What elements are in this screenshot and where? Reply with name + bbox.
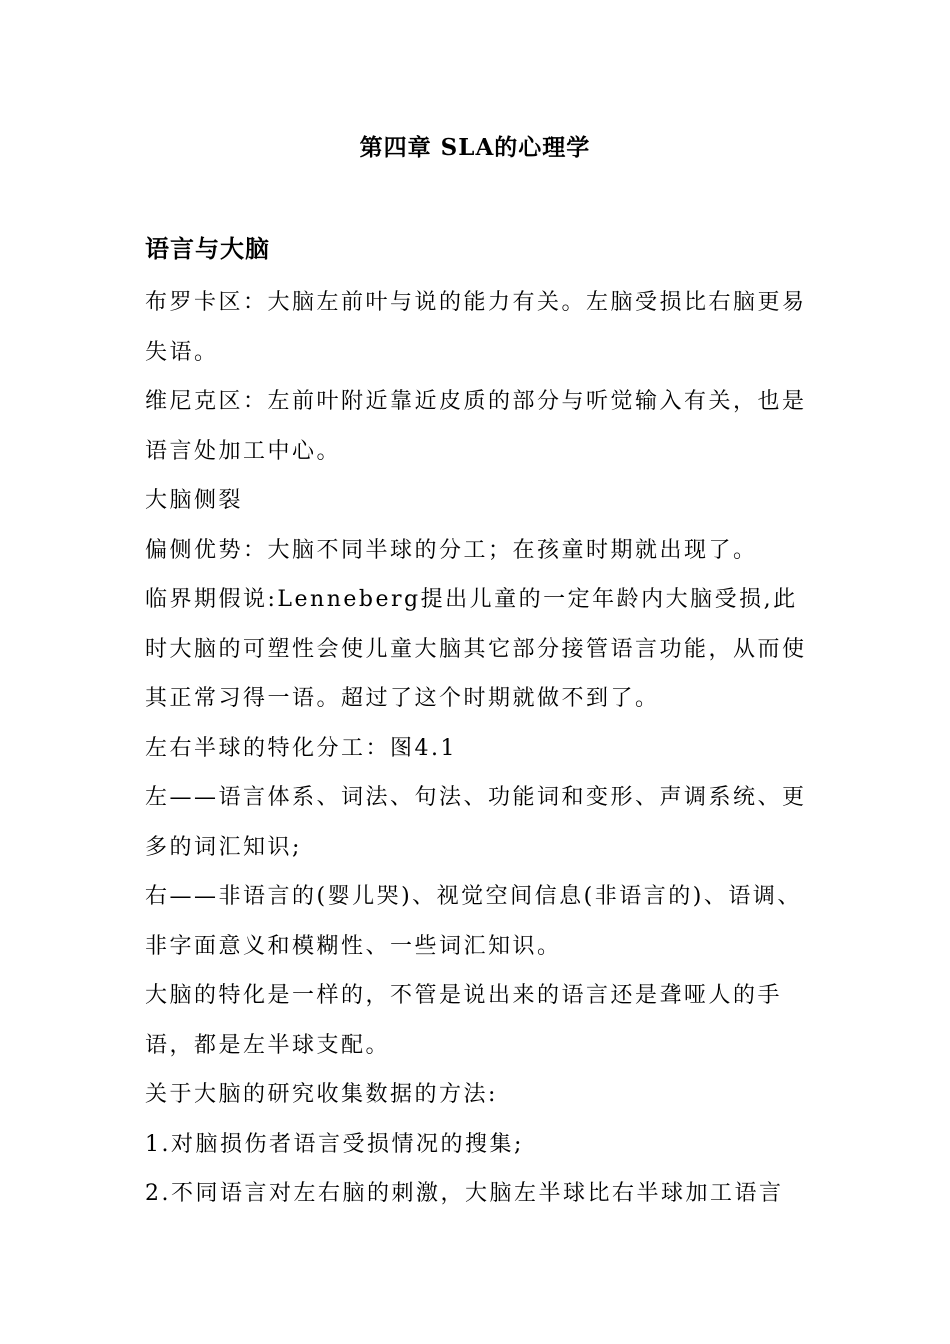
paragraph-critical-period: 临界期假说:Lenneberg提出儿童的一定年龄内大脑受损,此时大脑的可塑性会使儿童大脑其它部分接管语言功能，从而使其正常习得一语。超过了这个时期就做不到了。 [145, 587, 807, 711]
paragraph-lateralization: 偏侧优势：大脑不同半球的分工；在孩童时期就出现了。 [145, 537, 758, 563]
list-item-method-2: 2.不同语言对左右脑的刺激，大脑左半球比右半球加工语言 [145, 1181, 784, 1206]
paragraph-hemisphere-specialization: 左右半球的特化分工：图4.1 [145, 735, 457, 761]
paragraph-lateral-fissure: 大脑侧裂 [145, 488, 244, 513]
paragraph-sign-language: 大脑的特化是一样的，不管是说出来的语言还是聋哑人的手语，都是左半球支配。 [145, 983, 783, 1058]
paragraph-left-hemisphere: 左——语言体系、词法、句法、功能词和变形、声调系统、更多的词汇知识; [145, 785, 807, 860]
section-heading: 语言与大脑 [145, 234, 270, 263]
list-item-method-1: 1.对脑损伤者语言受损情况的搜集; [145, 1131, 524, 1157]
chapter-title: 第四章 SLA的心理学 [359, 134, 591, 161]
paragraph-broca-area: 布罗卡区：大脑左前叶与说的能力有关。左脑受损比右脑更易失语。 [145, 290, 807, 365]
paragraph-wernicke-area: 维尼克区：左前叶附近靠近皮质的部分与听觉输入有关，也是语言处加工中心。 [145, 389, 807, 464]
paragraph-research-methods: 关于大脑的研究收集数据的方法: [145, 1082, 498, 1107]
body-text [145, 278, 813, 1219]
paragraph-right-hemisphere: 右——非语言的(婴儿哭)、视觉空间信息(非语言的)、语调、非字面意义和模糊性、一些词汇知识。 [145, 884, 802, 959]
